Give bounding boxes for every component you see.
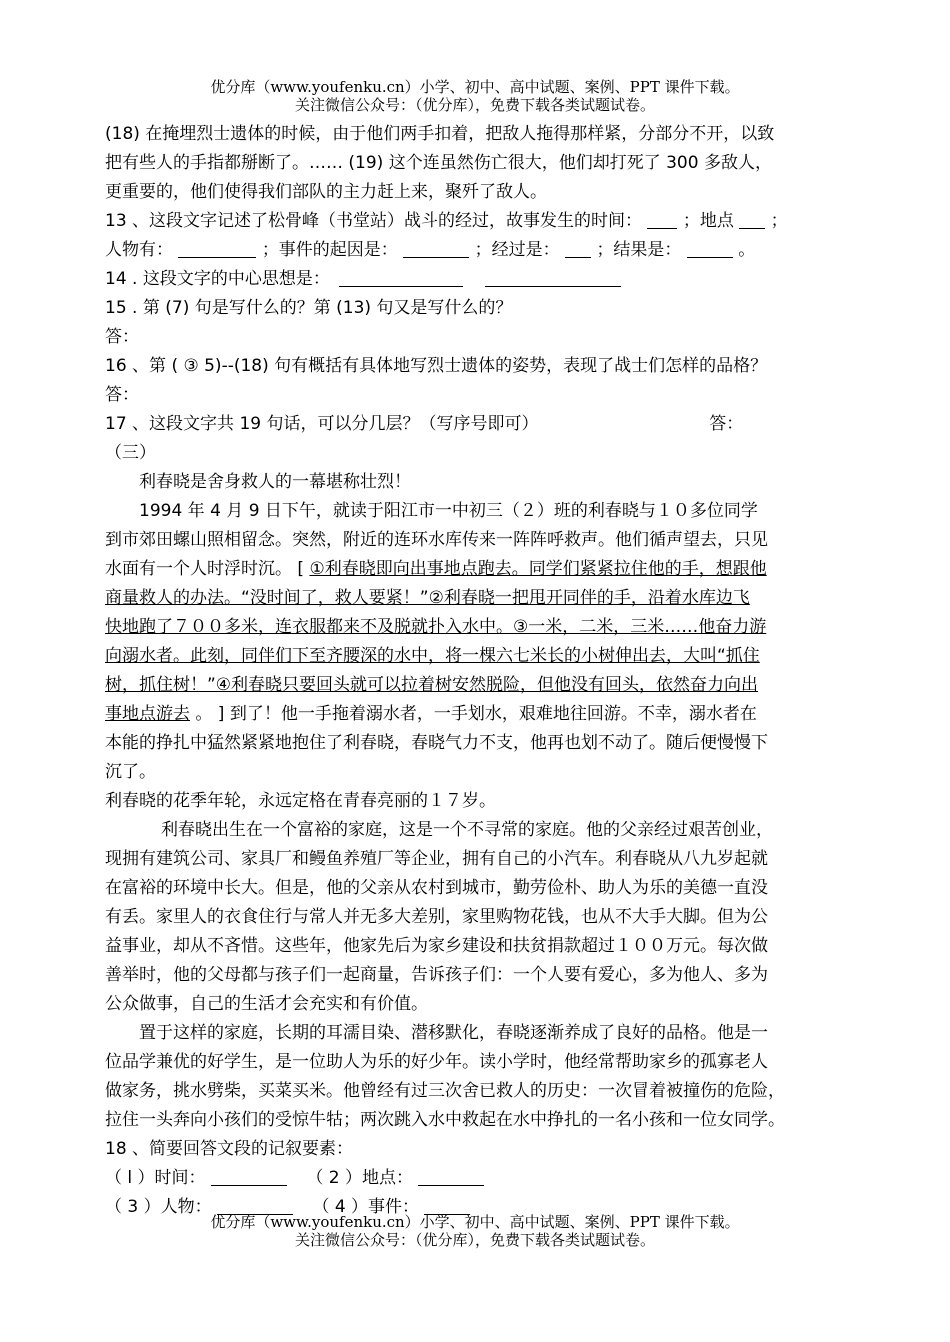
footer-line-1: 优分库（www.youfenku.cn）小学、初中、高中试题、案例、PPT 课件下载。 xyxy=(210,1213,740,1231)
underlined-passage: 向溺水者。此刻，同伴们下至齐腰深的水中，将一棵六七米长的小树伸出去，大叫“抓住 xyxy=(105,646,760,666)
passage-line: 水面有一个人时浮时沉。 [ ①利春晓即向出事地点跑去。同学们紧紧拉住他的手，想跟他 xyxy=(105,559,767,579)
question-18: 18 、简要回答文段的记叙要素： xyxy=(105,1139,354,1159)
passage-line: 在富裕的环境中长大。但是，他的父亲从农村到城市，勤劳俭朴、助人为乐的美德一直没 xyxy=(105,878,768,898)
underlined-passage: 树，抓住树！”④利春晓只要回头就可以拉着树安然脱险，但他没有回头，依然奋力向出 xyxy=(105,675,759,695)
passage-line: 置于这样的家庭，长期的耳濡目染、潜移默化，春晓逐渐养成了良好的品格。他是一 xyxy=(139,1023,768,1043)
passage-line: 位品学兼优的好学生，是一位助人为乐的好少年。读小学时，他经常帮助家乡的孤寡老人 xyxy=(105,1052,768,1072)
passage-line: 拉住一头奔向小孩们的受惊牛牯；两次跳入水中救起在水中挣扎的一名小孩和一位女同学。 xyxy=(105,1110,785,1130)
question-16-answer[interactable]: 答： xyxy=(105,385,139,405)
header-line-2: 关注微信公众号：（优分库），免费下载各类试题试卷。 xyxy=(294,96,655,114)
answer-blank-q18-time[interactable] xyxy=(211,1165,287,1186)
question-17: 17 、这段文字共 19 句话，可以分几层？（写序号即可） 答： xyxy=(105,414,744,434)
question-15-answer[interactable]: 答： xyxy=(105,327,139,347)
answer-blank-cause[interactable] xyxy=(403,237,469,258)
answer-blank-people[interactable] xyxy=(178,237,256,258)
question-14: 14 . 这段文字的中心思想是： xyxy=(105,265,865,294)
answer-blank-q18-people[interactable] xyxy=(217,1194,293,1215)
question-17-answer[interactable]: 答： xyxy=(709,414,744,434)
question-15: 15 . 第 (7) 句是写什么的？第 (13) 句又是写什么的？ xyxy=(105,298,513,318)
passage-line: 利春晓出生在一个富裕的家庭，这是一个不寻常的家庭。他的父亲经过艰苦创业， xyxy=(161,820,773,840)
passage-line: 沉了。 xyxy=(105,762,156,782)
passage-line: 到市郊田螺山照相留念。突然，附近的连环水库传来一阵阵呼救声。他们循声望去，只见 xyxy=(105,530,768,550)
passage-line: 更重要的，他们使得我们部队的主力赶上来，聚歼了敌人。 xyxy=(105,182,547,202)
passage-line: (18) 在掩埋烈士遗体的时候，由于他们两手扣着，把敌人拖得那样紧，分部分不开，以致 xyxy=(105,124,775,144)
document-body xyxy=(105,120,865,1222)
passage-line: 做家务，挑水劈柴，买菜买米。他曾经有过三次舍已救人的历史：一次冒着被撞伤的危险， xyxy=(105,1081,785,1101)
answer-blank-result[interactable] xyxy=(687,237,733,258)
question-13-line-1: 13 、这段文字记述了松骨峰（书堂站）战斗的经过，故事发生的时间： ；地点 ； xyxy=(105,207,865,236)
answer-blank-q18-place[interactable] xyxy=(418,1165,484,1186)
passage-line: 益事业，却从不吝惜。这些年，他家先后为家乡建设和扶贫捐款超过１００万元。每次做 xyxy=(105,936,768,956)
passage-title-sentence: 利春晓是舍身救人的一幕堪称壮烈！ xyxy=(139,472,411,492)
passage-line: 利春晓的花季年轮，永远定格在青春亮丽的１７岁。 xyxy=(105,791,496,811)
underlined-passage: 快地跑了７００多米，连衣服都来不及脱就扑入水中。③一米，二米，三米……他奋力游 xyxy=(105,617,767,637)
answer-blank-time[interactable] xyxy=(647,208,677,229)
answer-blank-process[interactable] xyxy=(565,237,591,258)
footer-line-2: 关注微信公众号：（优分库），免费下载各类试题试卷。 xyxy=(294,1231,655,1249)
passage-line: 事地点游去 。 ] 到了！他一手拖着溺水者，一手划水，艰难地往回游。不幸，溺水者在 xyxy=(105,704,757,724)
passage-line: 善举时，他的父母都与孩子们一起商量，告诉孩子们：一个人要有爱心，多为他人、多为 xyxy=(105,965,768,985)
passage-line: 现拥有建筑公司、家具厂和鳗鱼养殖厂等企业，拥有自己的小汽车。利春晓从八九岁起就 xyxy=(105,849,768,869)
page-header xyxy=(0,78,950,114)
section-heading: （三） xyxy=(105,443,156,463)
answer-blank-place[interactable] xyxy=(739,208,765,229)
passage-line: 把有些人的手指都掰断了。…… (19) 这个连虽然伤亡很大，他们却打死了 300 多敌人， xyxy=(105,153,772,173)
question-16: 16 、第 ( ③ 5)--(18) 句有概括有具体地写烈士遗体的姿势，表现了战士们怎样的品格？ xyxy=(105,356,768,376)
underlined-passage: 事地点游去 xyxy=(105,704,190,724)
answer-blank-q18-event[interactable] xyxy=(424,1194,470,1215)
passage-line: 有丢。家里人的衣食住行与常人并无多大差别，家里购物花钱，也从不大手大脚。但为公 xyxy=(105,907,768,927)
underlined-passage: ①利春晓即向出事地点跑去。同学们紧紧拉住他的手，想跟他 xyxy=(309,559,767,579)
question-13-line-2: 人物有： ；事件的起因是： ；经过是： ；结果是： 。 xyxy=(105,236,865,265)
passage-line: 1994 年 4 月 9 日下午，就读于阳江市一中初三（２）班的利春晓与１０多位同学 xyxy=(139,501,758,521)
answer-blank-theme-1[interactable] xyxy=(339,266,463,287)
question-18-row-1: （ l ）时间： （ 2 ）地点： xyxy=(105,1164,865,1193)
passage-line: 本能的挣扎中猛然紧紧地抱住了利春晓，春晓气力不支，他再也划不动了。随后便慢慢下 xyxy=(105,733,768,753)
header-line-1: 优分库（www.youfenku.cn）小学、初中、高中试题、案例、PPT 课件下载。 xyxy=(210,78,740,96)
answer-blank-theme-2[interactable] xyxy=(485,266,621,287)
page-footer xyxy=(0,1213,950,1249)
underlined-passage: 商量救人的办法。“没时间了，救人要紧！”②利春晓一把甩开同伴的手，沿着水库边飞 xyxy=(105,588,750,608)
question-18-row-2: （ 3 ）人物： （ 4 ）事件： xyxy=(105,1193,865,1222)
passage-line: 公众做事，自己的生活才会充实和有价值。 xyxy=(105,994,428,1014)
